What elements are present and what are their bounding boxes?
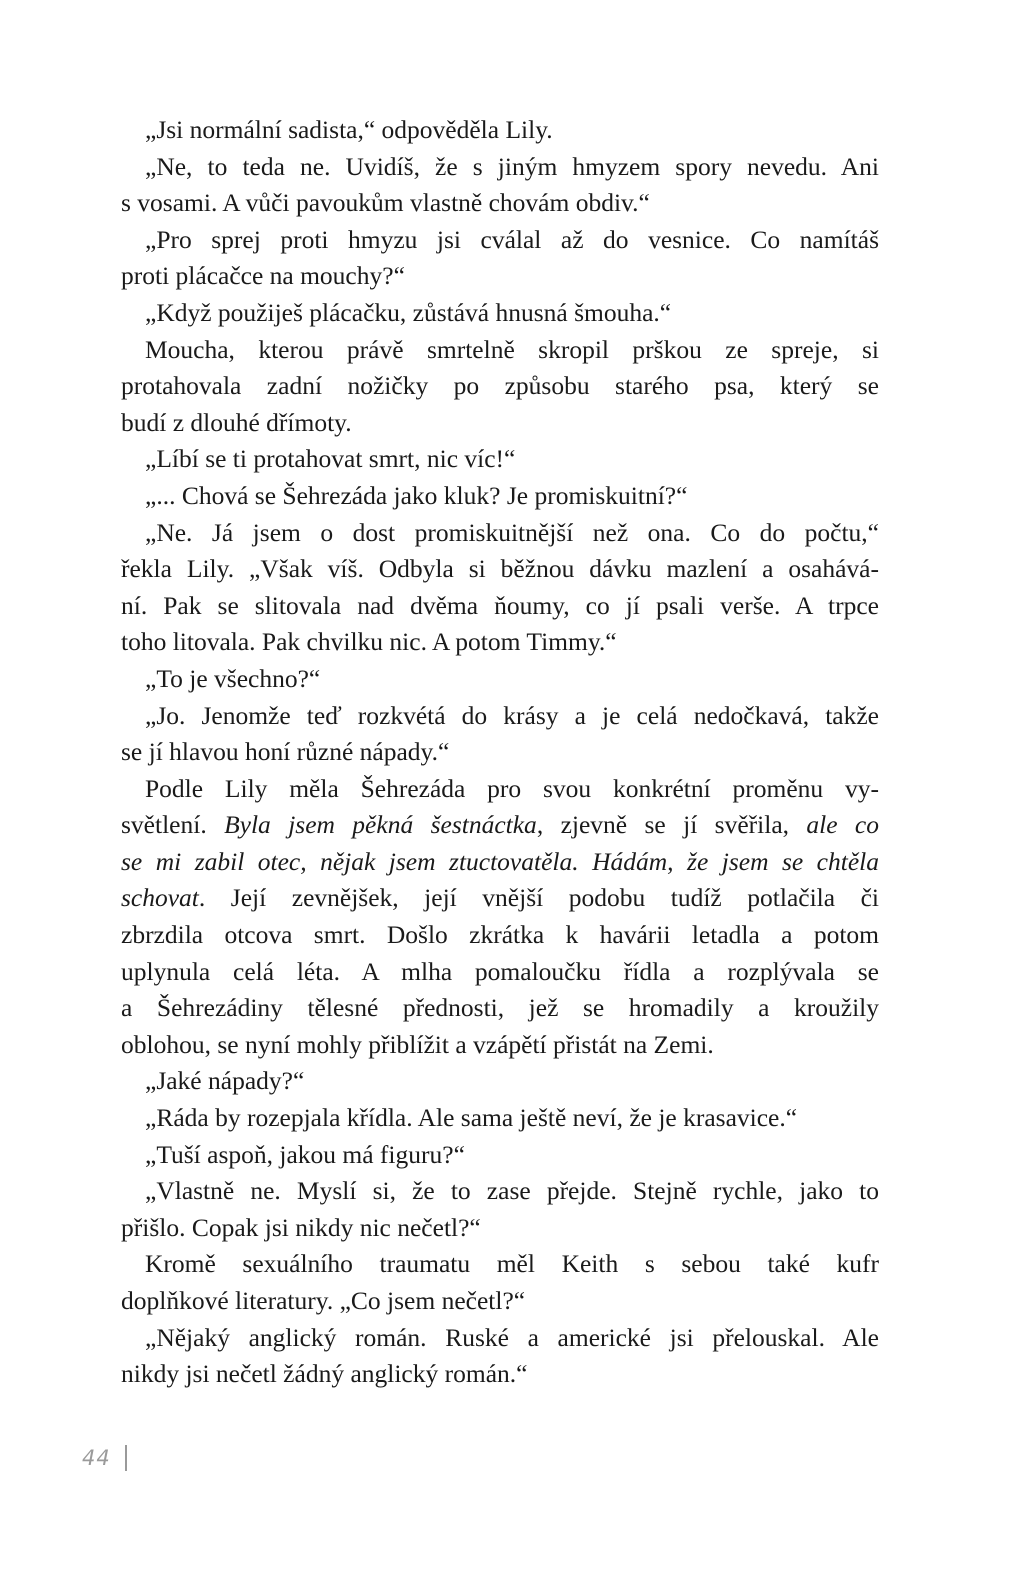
text-segment: řekla Lily. „Však víš. Odbyla si běžnou dávku mazlení a osahává- — [121, 554, 879, 584]
text-segment: „Vlastně ne. Myslí si, že to zase přejde. Stejně rychle, jako to — [145, 1176, 879, 1206]
text-segment: „Líbí se ti protahovat smrt, nic víc!“ — [145, 444, 516, 474]
text-segment: se jí hlavou honí různé nápady.“ — [121, 737, 450, 767]
text-segment: s vosami. A vůči pavoukům vlastně chovám obdiv.“ — [121, 188, 650, 218]
text-line — [121, 1100, 879, 1137]
text-segment: „Jaké nápady?“ — [145, 1066, 305, 1096]
text-line — [121, 661, 879, 698]
text-segment: přišlo. Copak jsi nikdy nic nečetl?“ — [121, 1212, 481, 1242]
text-line — [121, 588, 879, 625]
text-segment: oblohou, se nyní mohly přiblížit a vzápětí přistát na Zemi. — [121, 1029, 714, 1059]
text-line — [121, 771, 879, 808]
text-line — [121, 734, 879, 771]
text-line — [121, 551, 879, 588]
text-line — [121, 295, 879, 332]
text-line — [121, 698, 879, 735]
text-segment: uplynula celá léta. A mlha pomaloučku řídla a rozplývala se — [121, 956, 879, 986]
text-line — [121, 112, 879, 149]
text-segment: „Ráda by rozepjala křídla. Ale sama ještě neví, že je krasavice.“ — [145, 1103, 798, 1133]
text-segment: světlení. — [121, 810, 225, 840]
text-segment: protahovala zadní nožičky po způsobu starého psa, který se — [121, 371, 879, 401]
text-line — [121, 990, 879, 1027]
text-line — [121, 258, 879, 295]
page-number-divider — [125, 1445, 127, 1471]
text-segment: „Nějaký anglický román. Ruské a americké jsi přelouskal. Ale — [145, 1322, 879, 1352]
text-line — [121, 368, 879, 405]
text-segment: toho litovala. Pak chvilku nic. A potom Timmy.“ — [121, 627, 617, 657]
text-line — [121, 185, 879, 222]
text-segment: „To je všechno?“ — [145, 663, 321, 693]
page-footer — [82, 1440, 127, 1476]
text-line — [121, 405, 879, 442]
text-line — [121, 441, 879, 478]
text-line — [121, 1283, 879, 1320]
text-segment: . Její zevnějšek, její vnější podobu tudíž potlačila či — [198, 883, 879, 913]
text-line — [121, 807, 879, 844]
text-segment: „Ne, to teda ne. Uvidíš, že s jiným hmyzem spory nevedu. Ani — [145, 151, 879, 181]
text-line — [121, 1173, 879, 1210]
text-segment: doplňkové literatury. „Co jsem nečetl?“ — [121, 1286, 526, 1315]
text-segment: Moucha, kterou právě smrtelně skropil prškou ze spreje, si — [145, 334, 879, 364]
text-segment: „Když použiješ plácačku, zůstává hnusná šmouha.“ — [145, 297, 672, 327]
text-line — [121, 515, 879, 552]
page-number: 44 — [82, 1446, 111, 1470]
text-line — [121, 1137, 879, 1174]
text-segment: Podle Lily měla Šehrezáda pro svou konkrétní proměnu vy- — [145, 773, 879, 803]
italic-text-segment: ale co — [806, 810, 879, 840]
text-line — [121, 1027, 879, 1064]
text-segment: budí z dlouhé dřímoty. — [121, 407, 352, 437]
text-segment: „Tuší aspoň, jakou má figuru?“ — [145, 1139, 465, 1169]
text-line — [121, 149, 879, 186]
text-segment: ní. Pak se slitovala nad dvěma ňoumy, co jí psali verše. A trpce — [121, 590, 879, 620]
text-segment: nikdy jsi nečetl žádný anglický román.“ — [121, 1359, 528, 1389]
text-line — [121, 1246, 879, 1283]
text-line — [121, 222, 879, 259]
text-line — [121, 478, 879, 515]
text-line — [121, 624, 879, 661]
text-line — [121, 917, 879, 954]
text-line — [121, 1210, 879, 1247]
italic-text-segment: schovat — [121, 883, 199, 913]
text-segment: „Ne. Já jsem o dost promiskuitnější než ona. Co do počtu,“ — [145, 517, 879, 547]
text-line — [121, 1320, 879, 1357]
text-segment: Kromě sexuálního traumatu měl Keith s sebou také kufr — [145, 1249, 879, 1279]
body-text — [121, 112, 879, 1393]
text-segment: zbrzdila otcova smrt. Došlo zkrátka k havárii letadla a potom — [121, 920, 879, 950]
text-segment: „Jo. Jenomže teď rozkvétá do krásy a je celá nedočkavá, takže — [145, 700, 879, 730]
text-line — [121, 880, 879, 917]
text-line — [121, 1356, 879, 1393]
text-segment: proti plácačce na mouchy?“ — [121, 261, 405, 291]
text-segment: „Pro sprej proti hmyzu jsi cválal až do vesnice. Co namítáš — [145, 224, 879, 254]
text-line — [121, 1063, 879, 1100]
text-segment: a Šehrezádiny tělesné přednosti, jež se hromadily a kroužily — [121, 993, 879, 1023]
text-line — [121, 954, 879, 991]
text-segment: , zjevně se jí svěřila, — [536, 810, 807, 840]
text-line — [121, 332, 879, 369]
italic-text-segment: Byla jsem pěkná šestnáctka — [224, 810, 537, 840]
text-segment: „... Chová se Šehrezáda jako kluk? Je promiskuitní?“ — [145, 480, 688, 510]
text-segment: „Jsi normální sadista,“ odpověděla Lily. — [145, 115, 553, 144]
text-line — [121, 844, 879, 881]
italic-text-segment: se mi zabil otec, nějak jsem ztuctovatěla. Hádám, že jsem se chtěla — [121, 846, 879, 876]
